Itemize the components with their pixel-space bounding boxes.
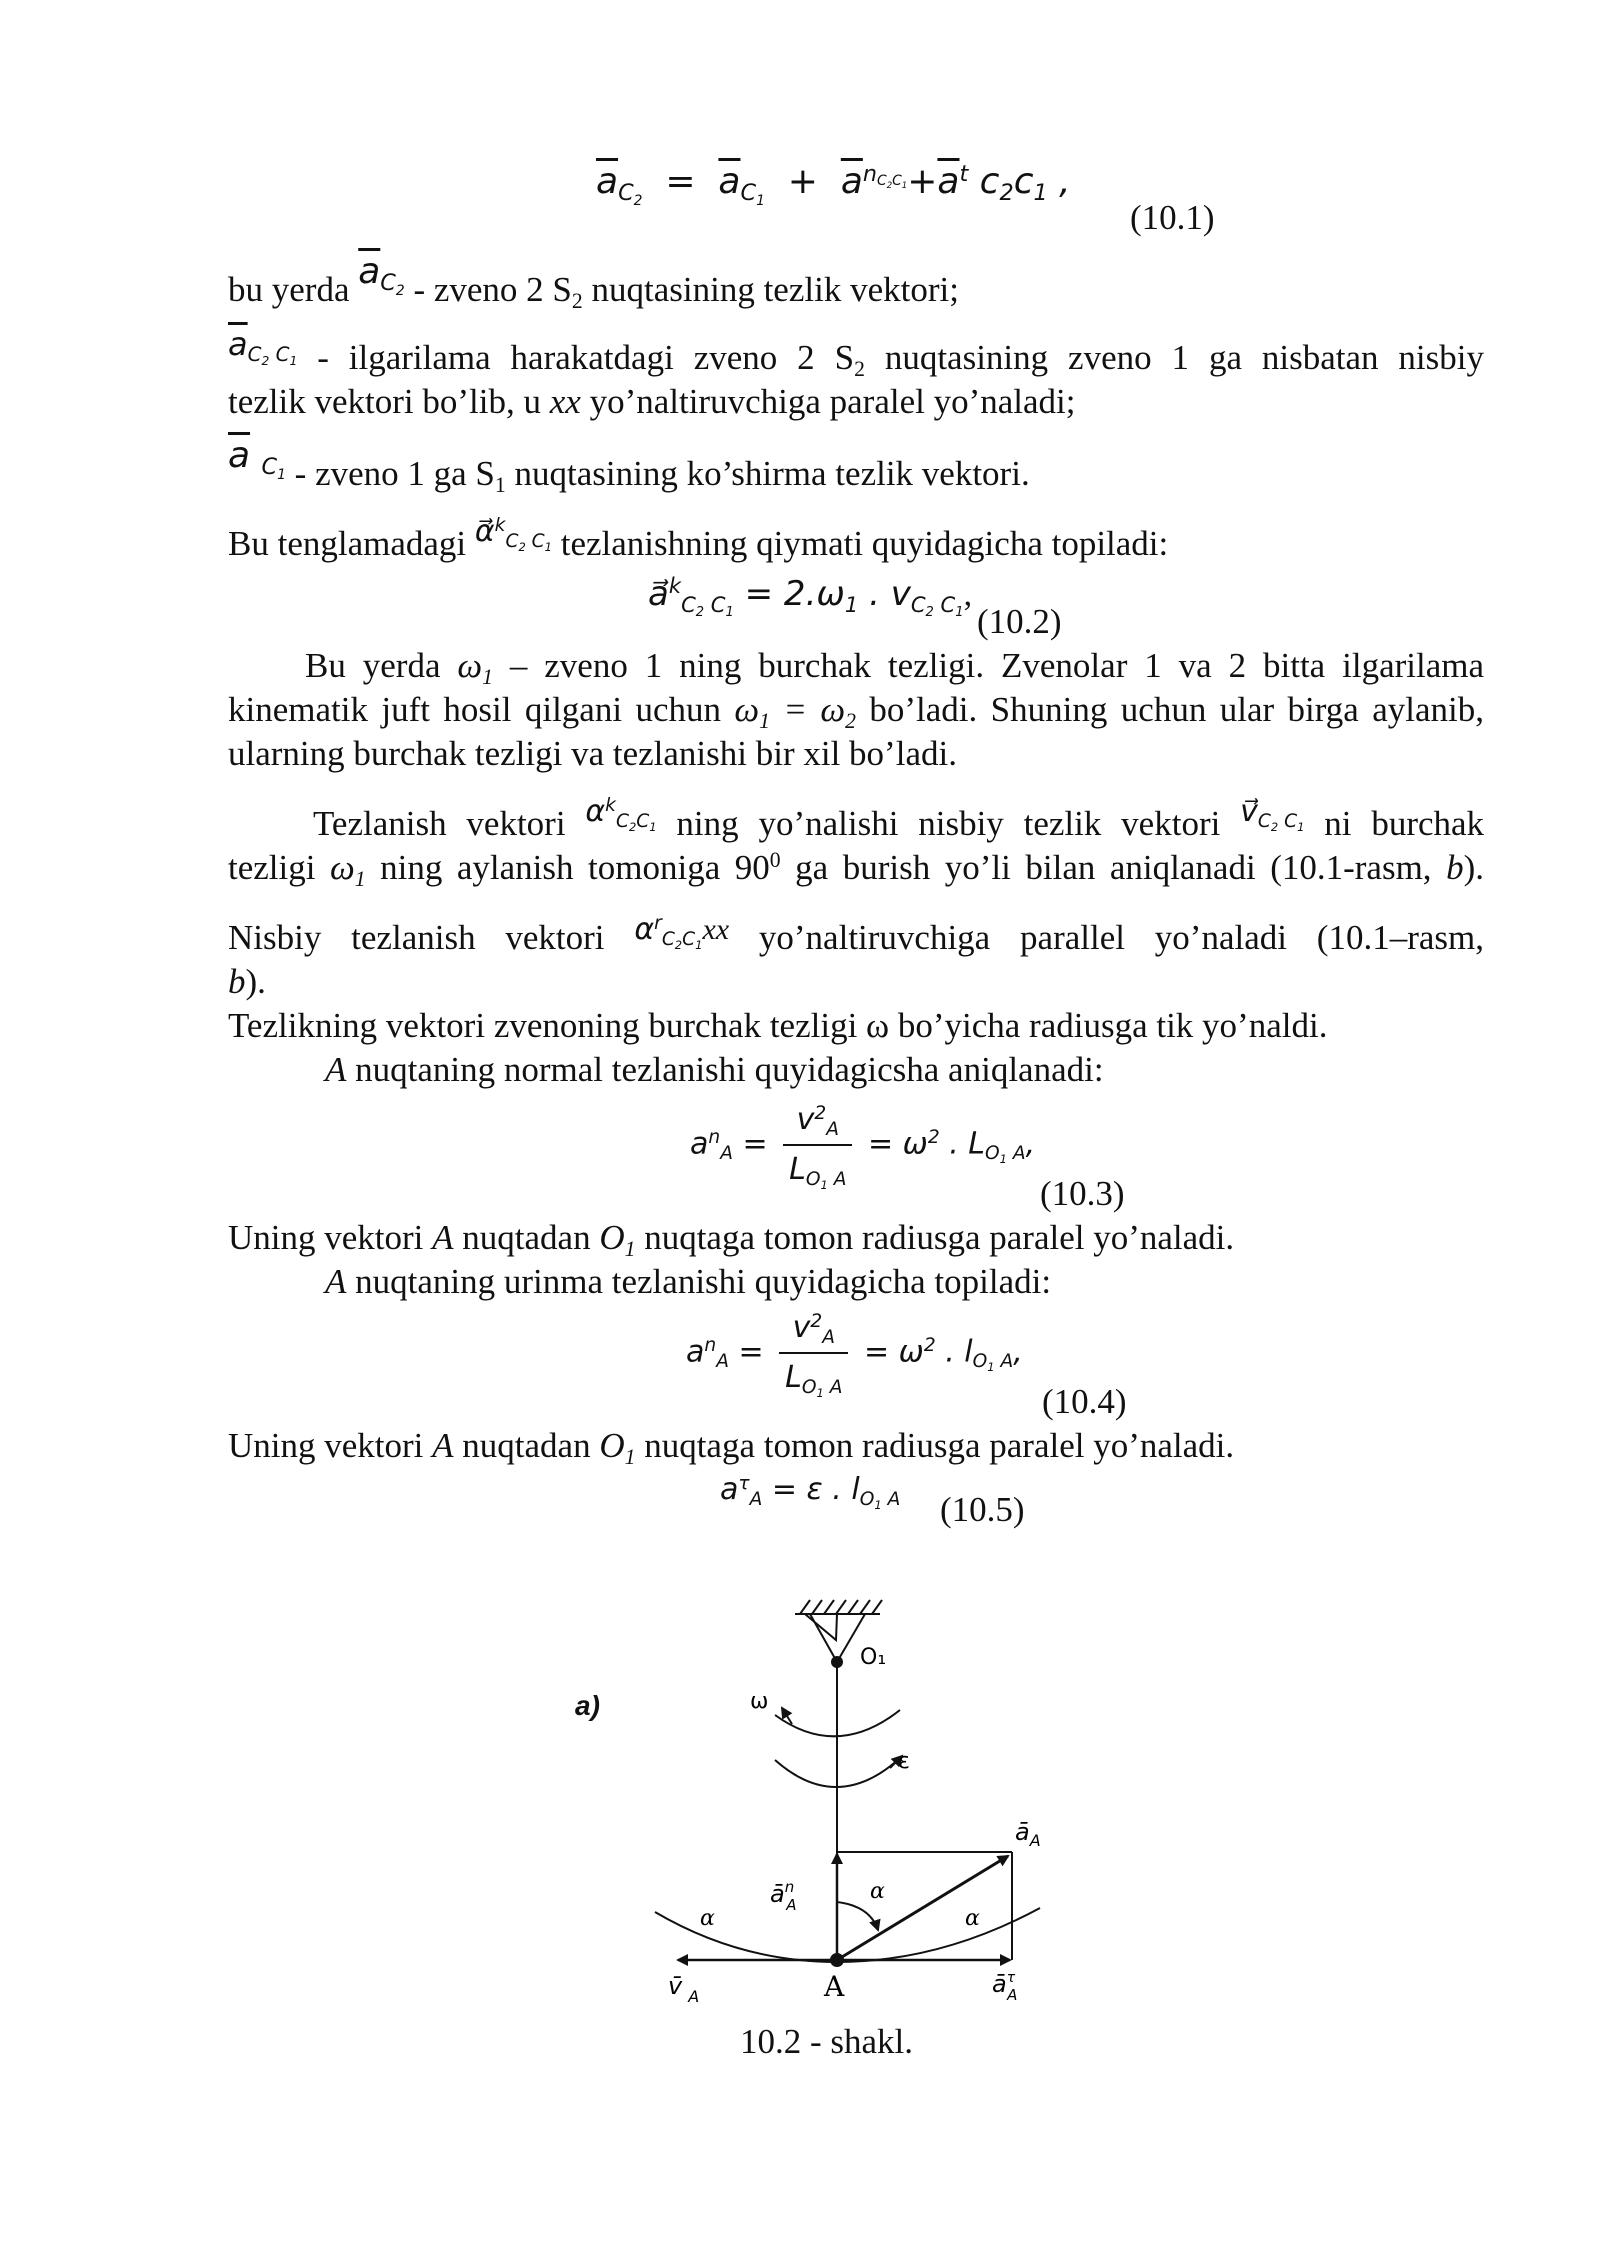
text-line: Bu yerda $\omega_1$ – zveno 1 ning burchak tezligi. Zvenolar 1 va 2 bitta ilgarilama — [305, 646, 1484, 689]
label-alpha: α — [870, 1879, 885, 1904]
text-line: bu yerda $\overline{a}_{C_2}$ - zveno 2 $S_2$ nuqtasining tezlik vektori; — [228, 251, 959, 313]
kinematic-diagram — [560, 1590, 1080, 2010]
label-epsilon: ε — [898, 1749, 910, 1774]
equation-10-4: $a^n_A$ = $\frac{v^2_A}{L_{O_1 A}}$ = $\omega^2$ . $l_{O_1 A}$, — [686, 1306, 1023, 1400]
label-alpha: α — [965, 1906, 980, 1931]
label-vA: v̄ $_A$ — [668, 1972, 700, 2006]
equation-number: (10.3) — [1040, 1174, 1125, 1213]
text-line: ularning burchak tezligi va tezlanishi bir xil bo’ladi. — [228, 734, 957, 773]
text-line: tezligi $\omega_1$ ning aylanish tomoniga $90^0$ ga burish yo’li bilan aniqlanadi (10.1-rasm, b). — [228, 848, 1484, 891]
text-line: Nisbiy tezlanish vektori $\alpha^r_{C_2C_1}xx$ yo’naltiruvchiga parallel yo’naladi (10.1–rasm, — [228, 912, 1484, 957]
label-omega: ω — [750, 1689, 769, 1714]
pivot-support — [805, 1614, 837, 1640]
label-A: A — [824, 1970, 845, 2003]
label-aA: $ā_A$ — [1015, 1818, 1041, 1850]
ground-hatch — [795, 1600, 882, 1614]
equation-10-1: $\overline{a}_{C_2} = \overline{a}_{C_1} + \overline{a}^{n_{C_2C_1}}+\overline{a}^t$ $c_2c_1$ , — [596, 160, 1071, 209]
total-accel-arrow — [837, 1856, 1008, 1960]
text-line: b). — [228, 962, 266, 1001]
text-line: $\overline{a}_{C_2 C_1}$ - ilgarilama harakatdagi zveno 2 $S_2$ nuqtasining zveno 1 ga nisbatan nisbiy — [228, 325, 1485, 381]
text-line: Tezlikning vektori zvenoning burchak tezligi ω bo’yicha radiusga tik yo’naldi. — [228, 1006, 1328, 1045]
text-line: Bu tenglamadagi α⃗$^k_{C_2 C_1}$ tezlanishning qiymati quyidagicha topiladi: — [228, 514, 1169, 563]
text-line: Tezlanish vektori $\alpha^k_{C_2C_1}$ ning yo’nalishi nisbiy tezlik vektori $v⃗_{C_2 C_1}$ ni burchak — [313, 794, 1485, 843]
text-line: Uning vektori A nuqtadan $O_1$ nuqtaga tomon radiusga paralel yo’naladi. — [228, 1426, 1235, 1469]
label-O1: O₁ — [860, 1645, 887, 1670]
text-line: A nuqtaning urinma tezlanishi quyidagicha topiladi: — [325, 1262, 1052, 1301]
figure-label: a) — [575, 1690, 600, 1721]
equation-10-5: $a^\tau_A = \varepsilon$ . $l_{O_1 A}$ — [720, 1472, 901, 1512]
label-anA: $ā^n$ A — [770, 1878, 797, 1914]
text-line: kinematik juft hosil qilgani uchun $\omega_1 = \omega_2$ bo’ladi. Shuning uchun ular birga aylanib, — [228, 690, 1484, 733]
equation-number: (10.4) — [1042, 1382, 1127, 1421]
figure-caption: 10.2 - shakl. — [740, 2022, 914, 2061]
text-line: Uning vektori A nuqtadan $O_1$ nuqtaga tomon radiusga paralel yo’naladi. — [228, 1218, 1235, 1261]
equation-number: (10.2) — [977, 602, 1062, 641]
text-line: tezlik vektori bo’lib, u xx yo’naltiruvchiga paralel yo’naladi; — [228, 382, 1076, 421]
text-line: $\overline{a}$ $_{C_1}$ - zveno 1 ga $S_1$ nuqtasining ko’shirma tezlik vektori. — [228, 435, 1030, 497]
equation-10-2: a⃗$^k_{C_2 C_1}$ = $2.\omega_1$ . $v_{C_2 C_1}$, — [648, 573, 973, 620]
label-alpha: α — [700, 1906, 715, 1931]
equation-number: (10.5) — [940, 1490, 1025, 1529]
label-atA: $ā^\tau$ A — [992, 1970, 1018, 2004]
text-line: A nuqtaning normal tezlanishi quyidagicsha aniqlanadi: — [325, 1050, 1104, 1089]
equation-10-3: $a^n_A$ = $\frac{v^2_A}{L_{O_1 A}}$ = $\omega^2$ . $L_{O_1 A}$, — [690, 1098, 1035, 1192]
equation-number: (10.1) — [1130, 198, 1215, 237]
point-A — [830, 1953, 844, 1967]
